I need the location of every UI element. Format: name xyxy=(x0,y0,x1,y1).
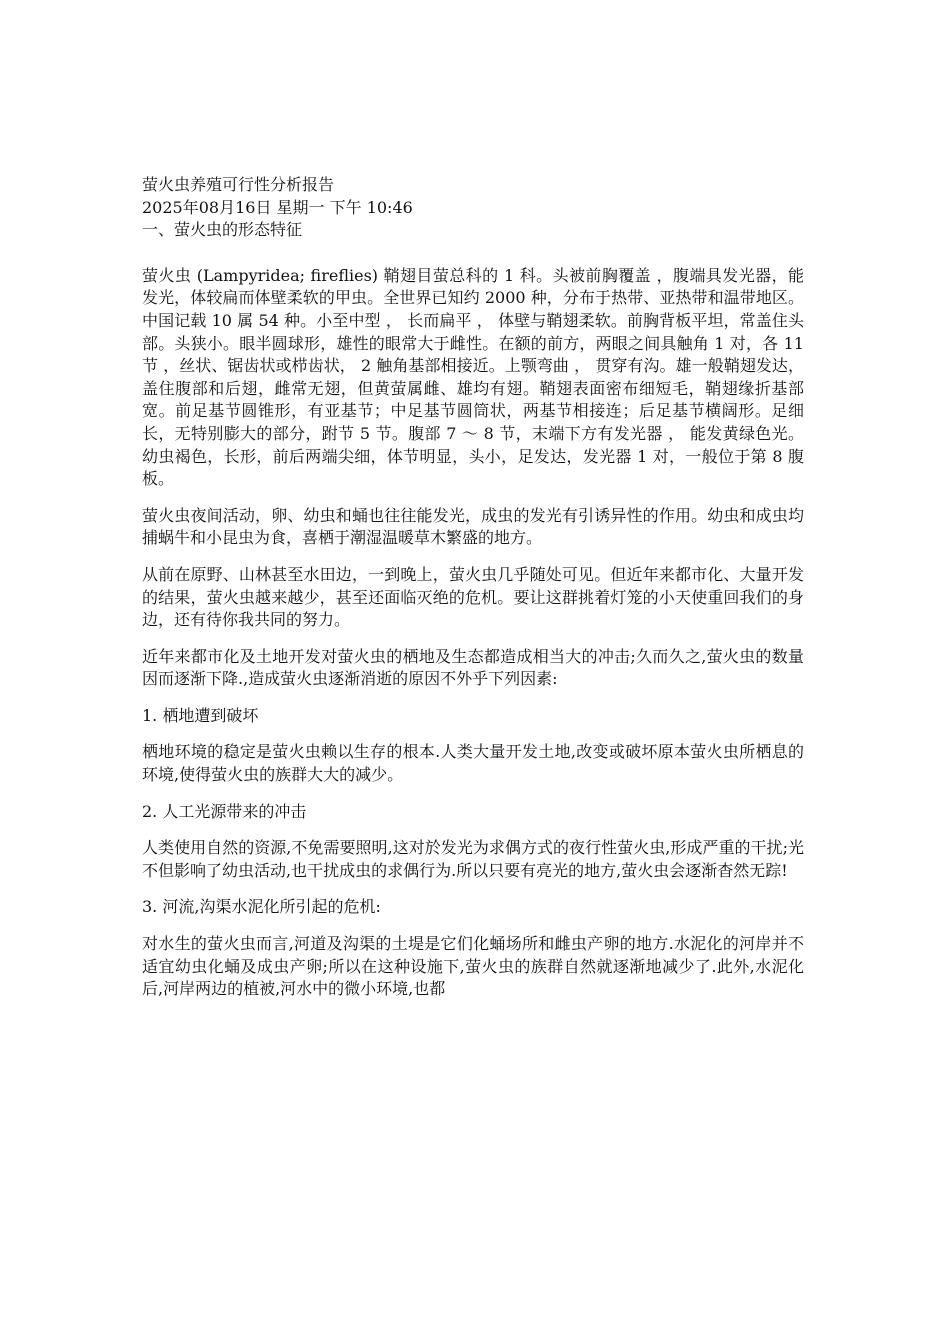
cause-body-cementing: 对水生的萤火虫而言,河道及沟渠的土堤是它们化蛹场所和雌虫产卵的地方.水泥化的河岸并不适宜幼虫化蛹及成虫产卵;所以在这种设施下,萤火虫的族群自然就逐渐地减少了.此外,水泥化后,河岸两边的植被,河水中的微小环境,也都 xyxy=(142,934,804,999)
cause-heading-cementing: 3. 河流,沟渠水泥化所引起的危机: xyxy=(142,897,381,917)
document-page xyxy=(142,174,804,1001)
cause-heading-habitat: 1. 栖地遭到破坏 xyxy=(142,705,259,725)
cause-heading-artificial-light: 2. 人工光源带来的冲击 xyxy=(142,801,307,821)
paragraph-habits: 萤火虫夜间活动，卵、幼虫和蛹也往往能发光，成虫的发光有引诱异性的作用。幼虫和成虫均捕蜗牛和小昆虫为食，喜栖于潮湿温暖草木繁盛的地方。 xyxy=(142,505,804,548)
cause-body-artificial-light: 人类使用自然的资源,不免需要照明,这对於发光为求偶方式的夜行性萤火虫,形成严重的干扰;光不但影响了幼虫活动,也干扰成虫的求偶行为.所以只要有亮光的地方,萤火虫会逐渐杳然无踪! xyxy=(142,838,804,880)
paragraph-causes-intro: 近年来都市化及土地开发对萤火虫的栖地及生态都造成相当大的冲击;久而久之,萤火虫的数量因而逐渐下降.,造成萤火虫逐渐消逝的原因不外乎下列因素: xyxy=(142,646,804,689)
document-datetime: 2025年08月16日 星期一 下午 10:46 xyxy=(142,197,413,217)
cause-body-habitat: 栖地环境的稳定是萤火虫赖以生存的根本.人类大量开发土地,改变或破坏原本萤火虫所栖息的环境,使得萤火虫的族群大大的减少。 xyxy=(142,742,804,785)
paragraph-history: 从前在原野、山林甚至水田边，一到晚上，萤火虫几乎随处可见。但近年来都市化、大量开发的结果，萤火虫越来越少，甚至还面临灭绝的危机。要让这群挑着灯笼的小天使重回我们的身边，还有待你我共同的努力。 xyxy=(142,564,804,630)
paragraph-morphology: 萤火虫 (Lampyridea; fireflies) 鞘翅目萤总科的 1 科。头被前胸覆盖 ，腹端具发光器，能发光，体较扁而体壁柔软的甲虫。全世界已知约 2000 种，分布于热带、亚热带和温带地区。中国记载 10 属 54 种。小至中型 ， 长而扁平 ， 体壁与鞘翅柔软。前胸背板平坦，常盖住头部。头狭小。眼半圆球形，雄性的眼常大于雌性。在额的前方，两眼之间具触角 1 对，各 11 节 ，丝状、锯齿状或栉齿状， 2 触角基部相接近。上颚弯曲 ， 贯穿有沟。雄一般鞘翅发达，盖住腹部和后翅，雌常无翅，但黄萤属雌、雄均有翅。鞘翅表面密布细短毛，鞘翅缘折基部宽。前足基节圆锥形，有亚基节；中足基节圆筒状，两基节相接连；后足基节横阔形。足细长，无特别膨大的部分，跗节 5 节。腹部 7 ～ 8 节，末端下方有发光器 ， 能发黄绿色光。幼虫褐色，长形，前后两端尖细，体节明显，头小，足发达，发光器 1 对，一般位于第 8 腹板。 xyxy=(142,265,804,489)
section-heading: 一、萤火虫的形态特征 xyxy=(142,220,303,240)
document-title: 萤火虫养殖可行性分析报告 xyxy=(142,175,335,194)
